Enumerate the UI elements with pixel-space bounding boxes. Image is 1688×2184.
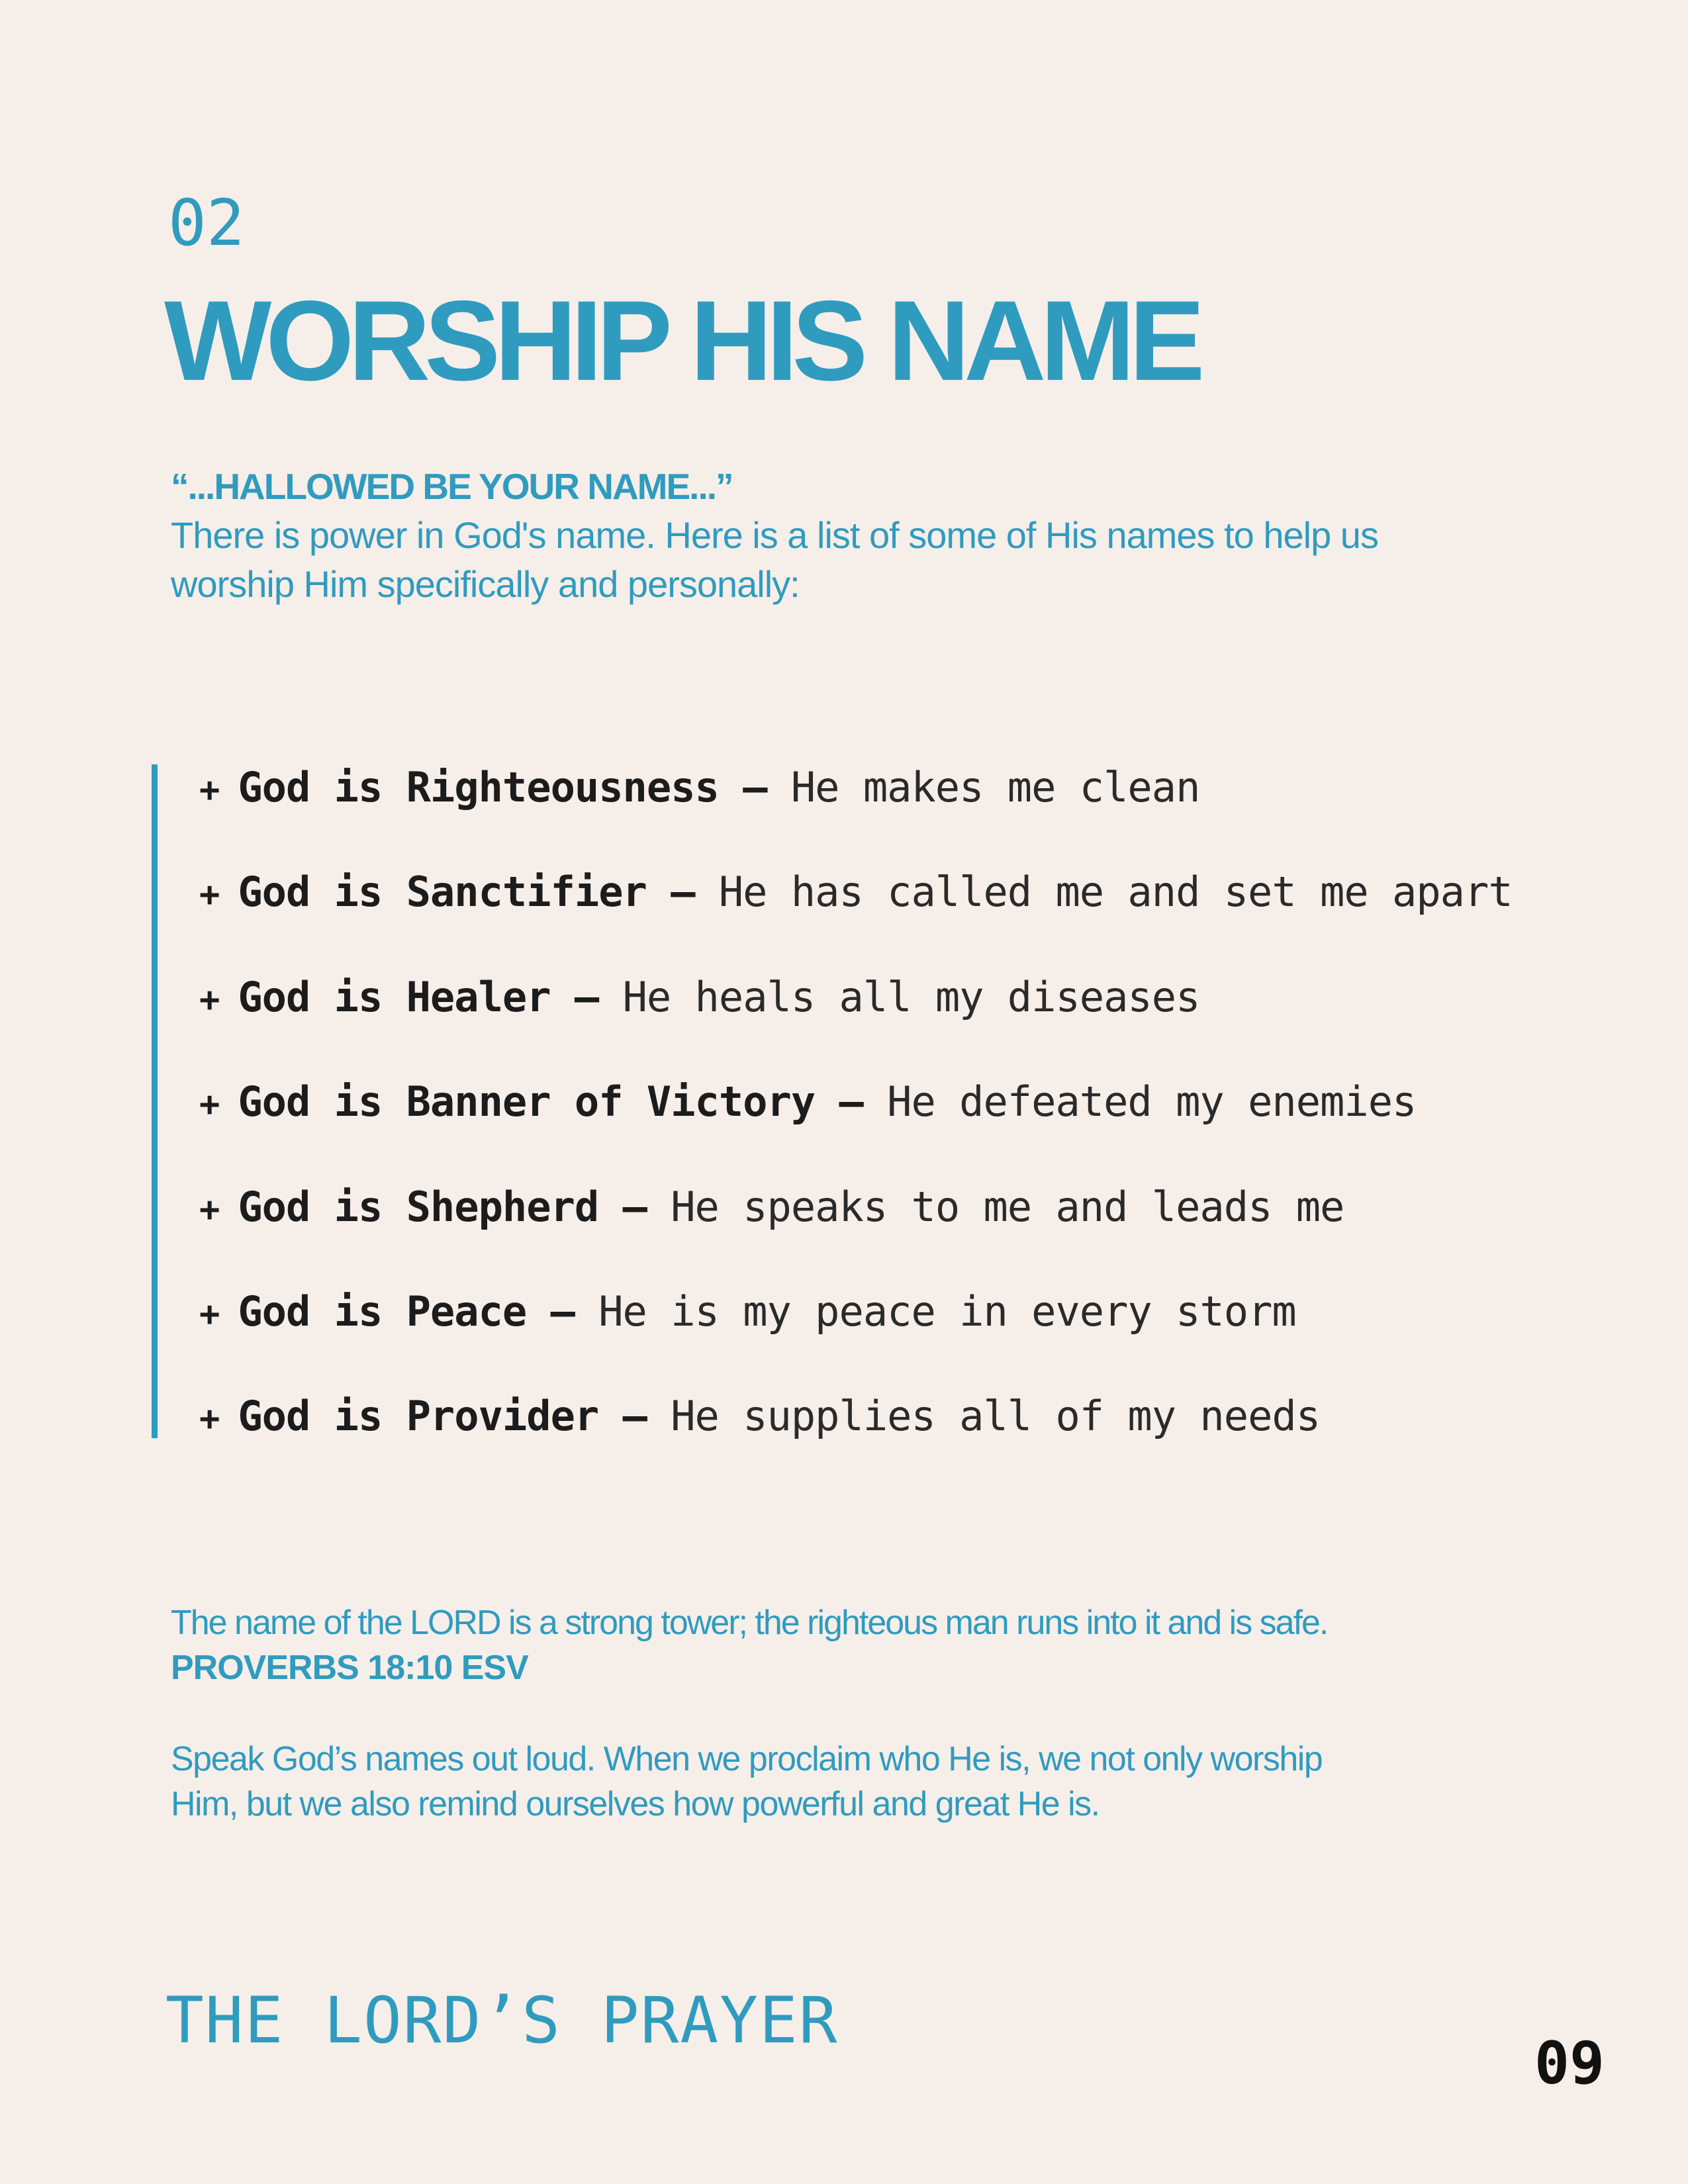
name-title: God is Peace bbox=[238, 1287, 527, 1336]
list-item bbox=[199, 1393, 1656, 1439]
name-title: God is Shepherd bbox=[238, 1182, 599, 1231]
dash-separator: — bbox=[550, 1287, 575, 1336]
page-title: WORSHIP HIS NAME bbox=[164, 277, 1199, 404]
scripture-quote bbox=[171, 1600, 1395, 1690]
list-item bbox=[199, 869, 1656, 974]
name-description: He defeated my enemies bbox=[887, 1077, 1417, 1126]
name-title: God is Provider bbox=[238, 1392, 599, 1441]
dash-separator: — bbox=[574, 972, 599, 1021]
name-description: He supplies all of my needs bbox=[671, 1392, 1321, 1441]
name-description: He has called me and set me apart bbox=[718, 868, 1513, 917]
names-of-god-list bbox=[152, 763, 1656, 1441]
name-title: God is Banner of Victory bbox=[238, 1077, 816, 1126]
footer-title: THE LORD’S PRAYER bbox=[165, 1983, 839, 2058]
name-description: He heals all my diseases bbox=[622, 972, 1200, 1021]
list-item bbox=[199, 1184, 1656, 1289]
plus-icon: + bbox=[199, 1189, 220, 1230]
dash-separator: — bbox=[622, 1392, 647, 1441]
name-description: He is my peace in every storm bbox=[598, 1287, 1296, 1336]
verse-heading: “...HALLOWED BE YOUR NAME...” bbox=[171, 466, 733, 507]
list-item bbox=[199, 1079, 1656, 1183]
plus-icon: + bbox=[199, 875, 220, 915]
plus-icon: + bbox=[199, 770, 220, 810]
list-item bbox=[199, 764, 1656, 869]
plus-icon: + bbox=[199, 1085, 220, 1125]
plus-icon: + bbox=[199, 1294, 220, 1334]
exhortation-paragraph: Speak God’s names out loud. When we proclaim who He is, we not only worship Him, but we also remind ourselves how powerful and great He is. bbox=[171, 1740, 1323, 1823]
dash-separator: — bbox=[671, 868, 695, 917]
name-title: God is Righteousness bbox=[238, 763, 719, 811]
name-description: He speaks to me and leads me bbox=[671, 1182, 1344, 1231]
dash-separator: — bbox=[622, 1182, 647, 1231]
name-description: He makes me clean bbox=[790, 763, 1200, 811]
list-item bbox=[199, 1289, 1656, 1393]
name-title: God is Healer bbox=[238, 972, 551, 1021]
intro-paragraph: There is power in God's name. Here is a list of some of His names to help us worship Him specifically and personally: bbox=[171, 514, 1378, 605]
section-number: 02 bbox=[168, 186, 245, 260]
dash-separator: — bbox=[743, 763, 767, 811]
list-item bbox=[199, 974, 1656, 1079]
name-title: God is Sanctifier bbox=[238, 868, 647, 917]
page-number: 09 bbox=[1534, 2029, 1605, 2097]
plus-icon: + bbox=[199, 979, 220, 1020]
scripture-reference: PROVERBS 18:10 ESV bbox=[171, 1649, 528, 1687]
plus-icon: + bbox=[199, 1399, 220, 1439]
scripture-text: The name of the LORD is a strong tower; the righteous man runs into it and is safe. bbox=[171, 1604, 1328, 1642]
dash-separator: — bbox=[839, 1077, 863, 1126]
